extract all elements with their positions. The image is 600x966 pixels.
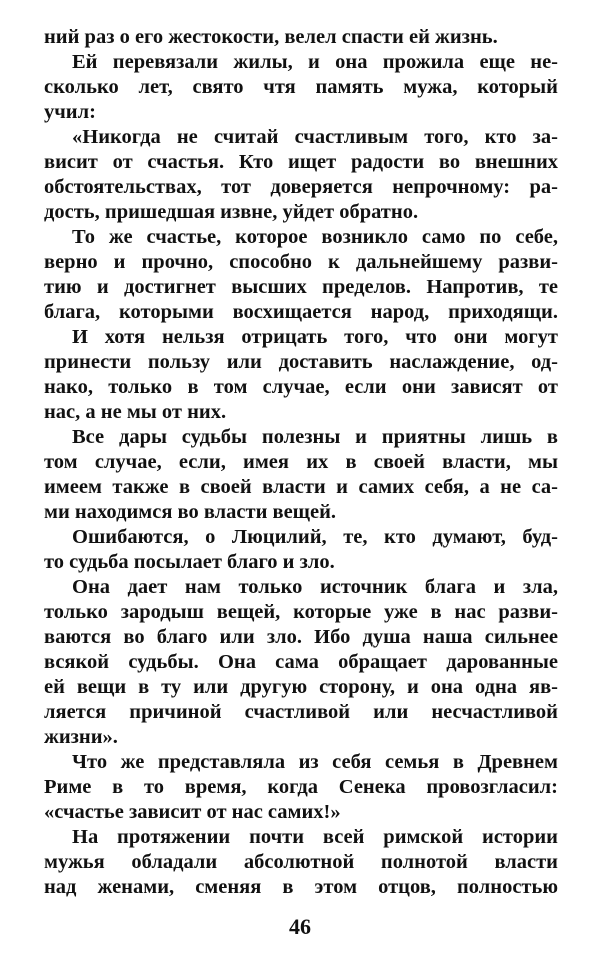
text-line: только зародыш вещей, которые уже в нас разви- [44,601,558,623]
text-line: жизни». [44,726,118,748]
text-line: дость, пришедшая извне, уйдет обратно. [44,201,419,223]
text-line: том случае, если, имея их в своей власти, мы [44,451,558,473]
text-line: сколько лет, свято чтя память мужа, который [44,76,558,98]
text-line: ваются во благо или зло. Ибо душа наша сильнее [44,626,558,648]
text-line: блага, которыми восхищается народ, приходящи. [44,301,558,323]
text-line: обстоятельствах, тот доверяется непрочному: ра- [44,176,558,198]
text-line: На протяжении почти всей римской истории [72,826,558,848]
text-line: ей вещи в ту или другую сторону, и она одна яв- [44,676,558,698]
text-line: Ошибаются, о Люцилий, те, кто думают, буд- [72,526,558,548]
text-line: ляется причиной счастливой или несчастливой [44,701,558,723]
text-line: принести пользу или доставить наслаждение, од- [44,351,558,373]
text-line: нас, а не мы от них. [44,401,227,423]
text-line: тию и достигнет высших пределов. Напротив, те [44,276,558,298]
text-line: «Никогда не считай счастливым того, кто за- [72,126,558,148]
page-body [44,25,558,900]
text-line: нако, только в том случае, если они зависят от [44,376,558,398]
text-line: ний раз о его жестокости, велел спасти ей жизнь. [44,26,498,48]
text-line: Риме в то время, когда Сенека провозгласил: [44,776,558,798]
text-line: И хотя нельзя отрицать того, что они могут [72,326,558,348]
text-line: то судьба посылает благо и зло. [44,551,335,573]
text-line: висит от счастья. Кто ищет радости во внешних [44,151,558,173]
text-line: верно и прочно, способно к дальнейшему разви- [44,251,558,273]
text-line: Ей перевязали жилы, и она прожила еще не- [72,51,558,73]
text-line: над женами, сменяя в этом отцов, полностью [44,876,558,898]
text-line: учил: [44,101,96,123]
text-line: «счастье зависит от нас самих!» [44,801,341,823]
text-line: Она дает нам только источник блага и зла, [72,576,558,598]
text-line: всякой судьбы. Она сама обращает дарованные [44,651,558,673]
text-line: мужья обладали абсолютной полнотой власти [44,851,558,873]
text-line: Что же представляла из себя семья в Древнем [72,751,558,773]
page-number: 46 [289,914,311,939]
text-line: То же счастье, которое возникло само по себе, [72,226,558,248]
text-line: имеем также в своей власти и самих себя, а не са- [44,476,558,498]
text-line: ми находимся во власти вещей. [44,501,337,523]
text-line: Все дары судьбы полезны и приятны лишь в [72,426,558,448]
